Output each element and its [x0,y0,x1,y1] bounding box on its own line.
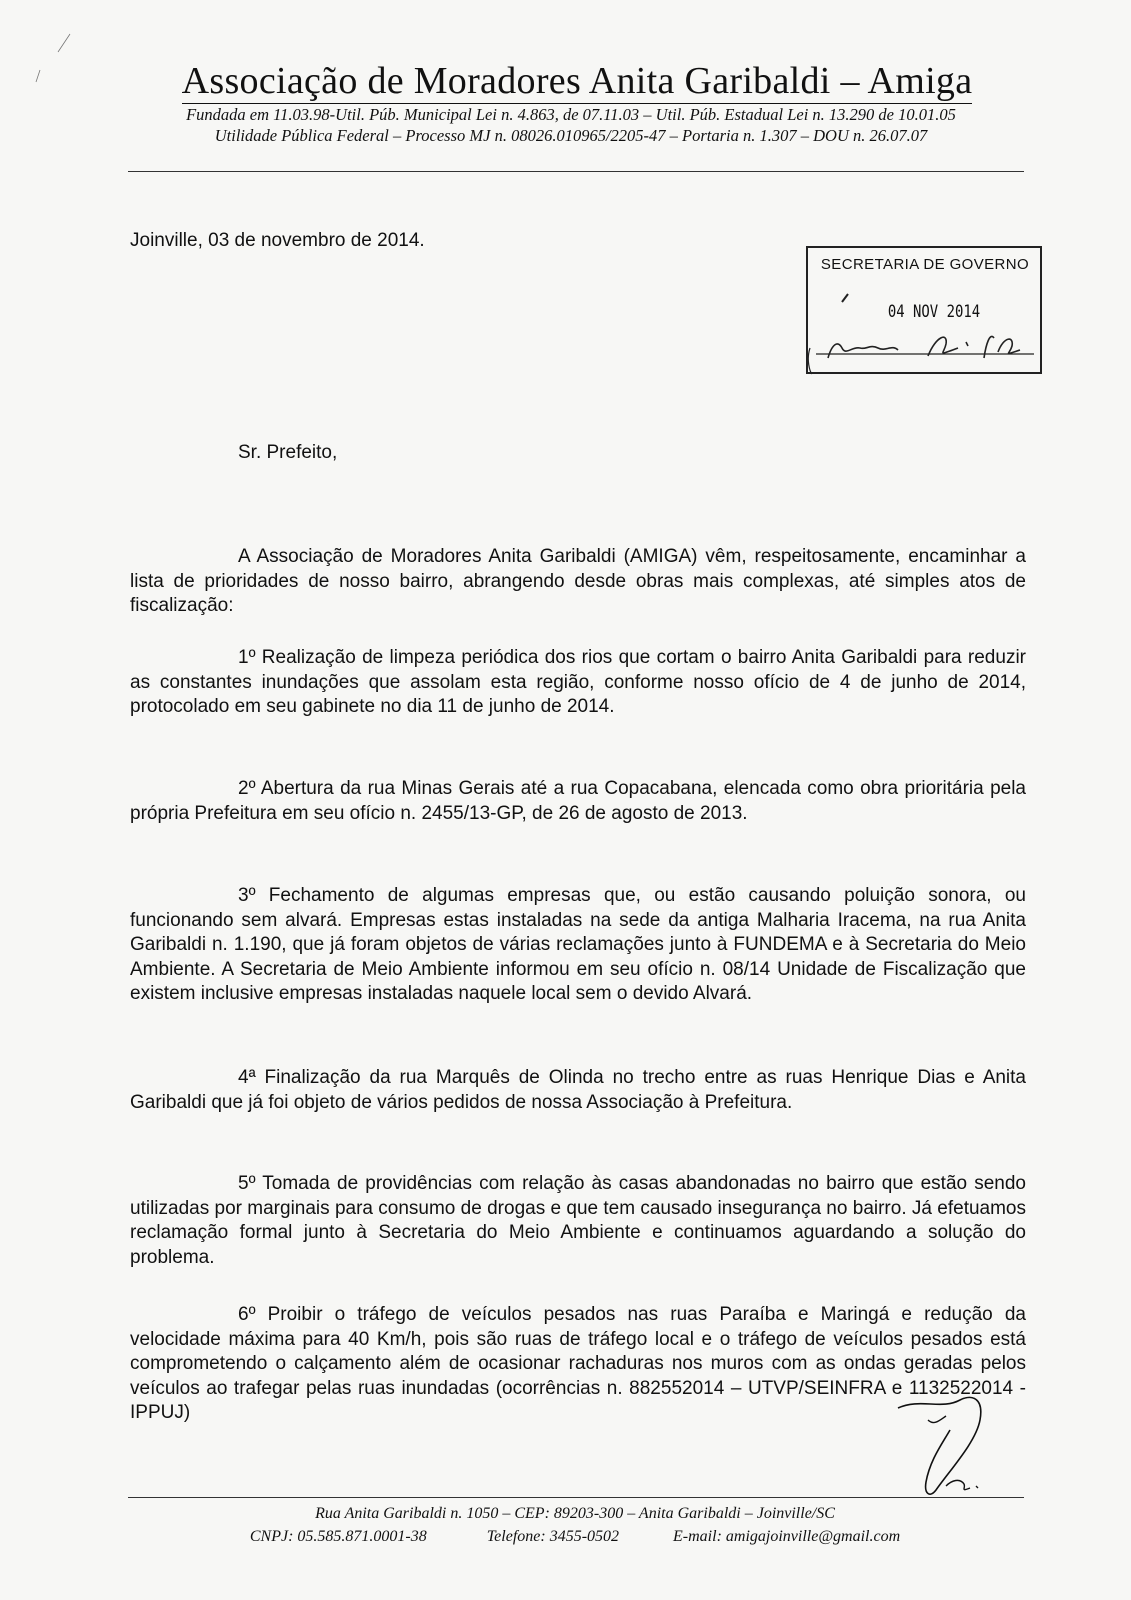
footer-email: E-mail: amigajoinville@gmail.com [673,1528,901,1545]
reception-stamp [806,246,1042,374]
stamp-header: SECRETARIA DE GOVERNO [820,256,1030,273]
priority-item-1: 1º Realização de limpeza periódica dos rios que cortam o bairro Anita Garibaldi para reduzir as constantes inundações que assolam esta região, conforme nosso ofício de 4 de junho de 2014, protocolado em seu gabinete no dia 11 de junho de 2014. [130,647,1026,718]
footer-divider [128,1497,1024,1498]
stamp-date: 04 NOV 2014 [887,302,981,322]
priority-item-5: 5º Tomada de providências com relação às casas abandonadas no bairro que estão sendo utilizadas por marginais para consumo de drogas e que tem causado insegurança no bairro. Já efetuamos reclamação formal junto à Secretaria do Meio Ambiente e continuamos aguardando a solução do problema. [130,1173,1026,1268]
footer-phone: Telefone: 3455-0502 [486,1528,620,1545]
date-line: Joinville, 03 de novembro de 2014. [130,230,425,251]
footer-cnpj: CNPJ: 05.585.871.0001-38 [249,1528,427,1545]
footer-address: Rua Anita Garibaldi n. 1050 – CEP: 89203-300 – Anita Garibaldi – Joinville/SC [315,1505,835,1522]
header-divider [128,171,1024,172]
intro-paragraph: A Associação de Moradores Anita Garibaldi (AMIGA) vêm, respeitosamente, encaminhar a lista de prioridades de nosso bairro, abrangendo desde obras mais complexas, até simples atos de fiscalização: [130,546,1026,617]
priority-item-2: 2º Abertura da rua Minas Gerais até a rua Copacabana, elencada como obra prioritária pela própria Prefeitura em seu ofício n. 2455/13-GP, de 26 de agosto de 2013. [130,778,1026,824]
footer-contacts [150,1528,1000,1546]
priority-item-3: 3º Fechamento de algumas empresas que, ou estão causando poluição sonora, ou funcionando sem alvará. Empresas estas instaladas na sede da antiga Malharia Iracema, na rua Anita Garibaldi n. 1.190, que já foram objetos de várias reclamações junto à FUNDEMA e à Secretaria do Meio Ambiente. A Secretaria de Meio Ambiente informou em seu ofício n. 08/14 Unidade de Fiscalização que existem inclusive empresas instaladas naquele local sem o devido Alvará. [130,885,1026,1005]
priority-item-6: 6º Proibir o tráfego de veículos pesados nas ruas Paraíba e Maringá e redução da velocidade máxima para 40 Km/h, pois são ruas de tráfego local e o tráfego de veículos pesados está comprometendo o calçamento além de ocasionar rachaduras nos muros com as ondas geradas pelos veículos ao trafegar pelas ruas inundadas (ocorrências n. 882552014 – UTVP/SEINFRA e 1132522014 - IPPUJ) [130,1304,1026,1424]
priority-item-4: 4ª Finalização da rua Marquês de Olinda no trecho entre as ruas Henrique Dias e Anita Garibaldi que já foi objeto de vários pedidos de nossa Associação à Prefeitura. [130,1067,1026,1113]
signature [880,1390,1010,1500]
letterhead-federal-line: Utilidade Pública Federal – Processo MJ n. 08026.010965/2205-47 – Portaria n. 1.307 – DOU n. 26.07.07 [214,126,928,145]
scan-mark [30,30,90,90]
letterhead-title: Associação de Moradores Anita Garibaldi – Amiga [181,60,973,102]
stamp-handwriting-mark [808,248,1044,376]
salutation: Sr. Prefeito, [238,442,338,463]
letterhead-foundation-line: Fundada em 11.03.98-Util. Púb. Municipal Lei n. 4.863, de 07.11.03 – Util. Púb. Estadual Lei n. 13.290 de 10.01.05 [186,105,956,124]
